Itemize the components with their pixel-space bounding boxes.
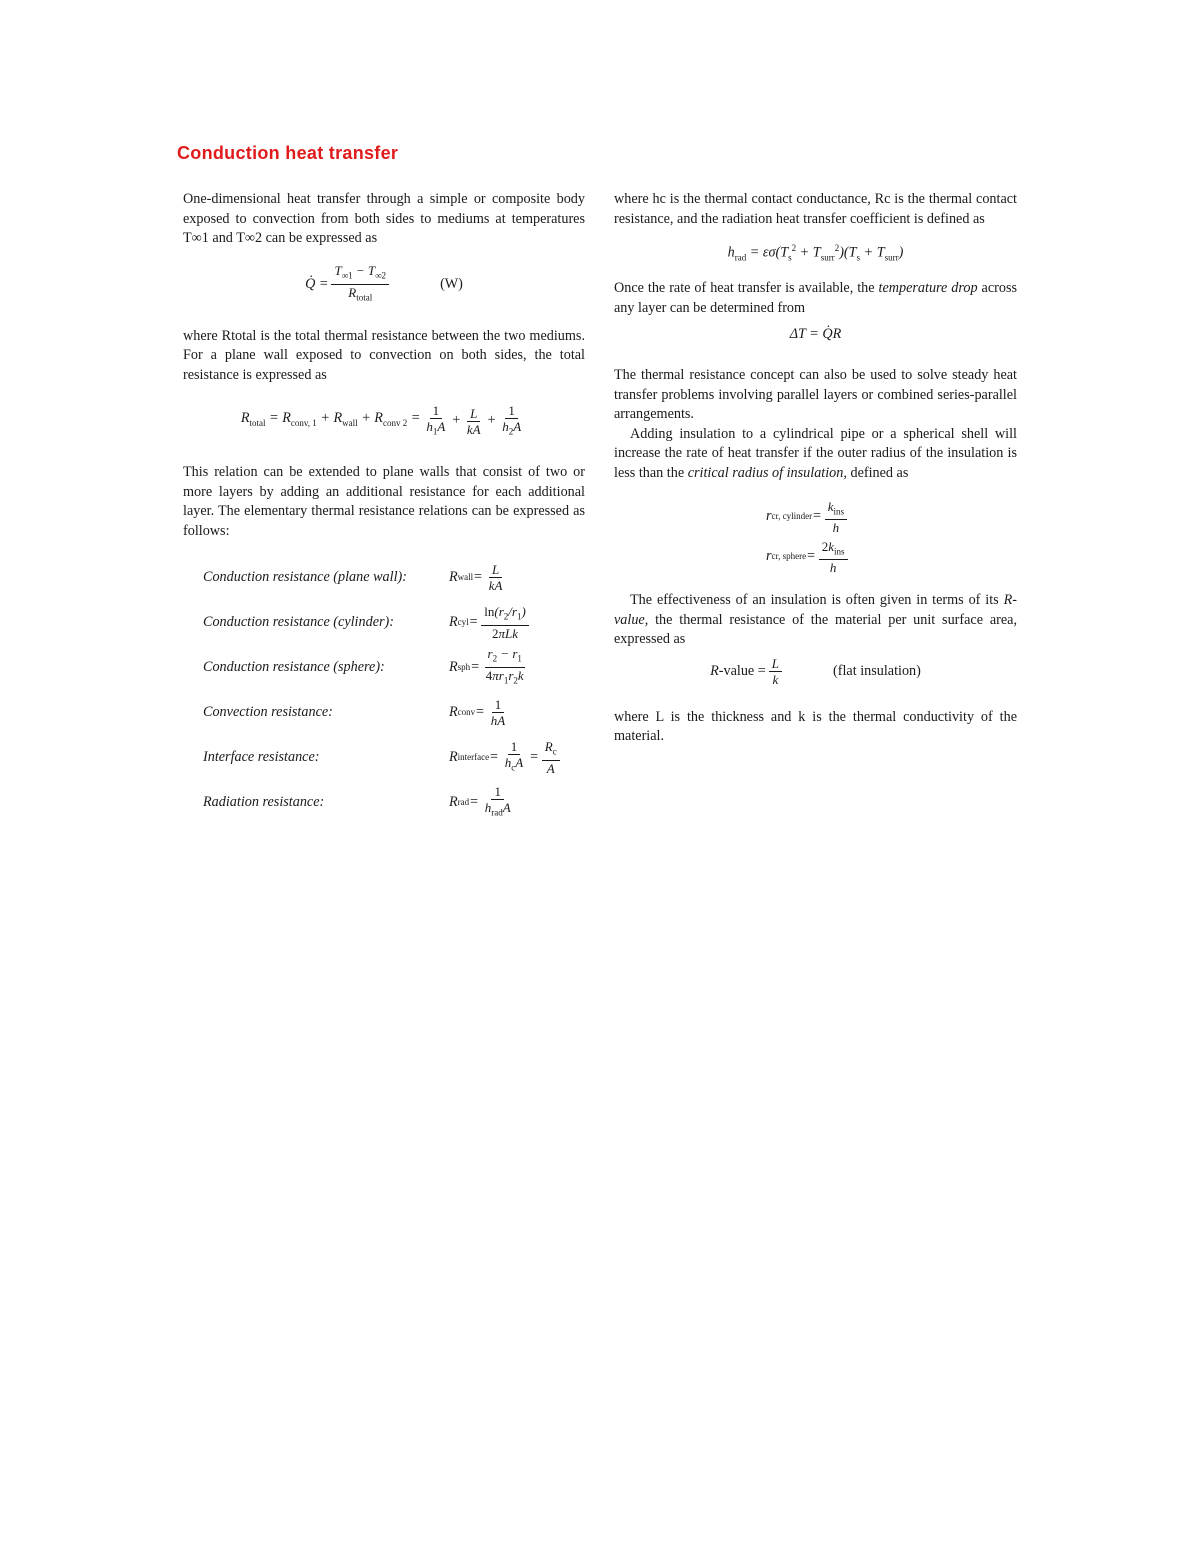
left-column (183, 190, 585, 825)
left-paragraph-layers: This relation can be extended to plane walls that consist of two or more layers by adding an additional resistance for each additional layer. The elementary thermal resistance relations can be expressed as follows: (183, 464, 585, 539)
equation-unit: (W) (440, 275, 463, 292)
relation-label: Conduction resistance (sphere): (203, 658, 385, 675)
right-column (614, 190, 1017, 747)
right-paragraph-contact: where hc is the thermal contact conductance, Rc is the thermal contact resistance, and the radiation heat transfer coefficient is defined as (614, 191, 1017, 227)
equation-heat-rate: Q̇ = $\frac{T_{\infty 1} - T_{\infty 2}}{R_{total}}$ (W) (305, 263, 463, 303)
equation-critical-radius: r cr, cylinder = $\frac{k_{ins}}{h}$ r cr, sphere = $\frac{2k_{ins}}{h}$ (614, 497, 1017, 577)
relation-formula: R interface = $\frac{1}{h_cA}$ = $\frac{R_c}{A}$ (449, 739, 563, 776)
relation-row (203, 645, 593, 690)
r-value-tag: (flat insulation) (833, 662, 921, 679)
relation-row (203, 780, 593, 825)
resistance-relations-table (203, 555, 593, 825)
relation-row (203, 600, 593, 645)
right-paragraph-closing: where L is the thickness and k is the thermal conductivity of the material. (614, 708, 1017, 744)
relation-label: Conduction resistance (cylinder): (203, 613, 394, 630)
relation-row (203, 555, 593, 600)
page-title: Conduction heat transfer (177, 143, 399, 163)
left-paragraph-total-resistance: where Rtotal is the total thermal resistance between the two mediums. For a plane wall exposed to convection on both sides, the total resistance is expressed as (183, 327, 585, 383)
relation-formula: R sph = $\frac{r_2 - r_1}{4\pi r_1r_2k}$ (449, 646, 524, 686)
equation-r-value: R -value = $\frac{L}{k}$ (flat insulation) (710, 656, 921, 687)
right-paragraph-parallel: The thermal resistance concept can also be used to solve steady heat transfer problems involving parallel layers or combined series-parallel arrangements. (614, 367, 1017, 422)
relation-row (203, 735, 593, 780)
relation-formula: R rad = $\frac{1}{h_{rad}A}$ (449, 784, 511, 818)
right-paragraph-r-value: The effectiveness of an insulation is often given in terms of its R-value, the thermal resistance of the material per unit surface area, expressed as (614, 592, 1017, 647)
relation-label: Conduction resistance (plane wall): (203, 568, 407, 585)
right-paragraph-critical-radius: Adding insulation to a cylindrical pipe or a spherical shell will increase the rate of heat transfer if the outer radius of the insulation is less than the critical radius of insulation, defined as (614, 425, 1017, 481)
relation-row (203, 690, 593, 735)
equation-temperature-drop: ΔT = Q̇R (789, 326, 842, 343)
equation-radiation-coefficient: $h_{rad} = \varepsilon\sigma(T_s^2 + T_{surr}^2)(T_s + T_{surr})$ (727, 243, 904, 264)
right-paragraph-temperature-drop: Once the rate of heat transfer is available, the temperature drop across any layer can be determined from (614, 280, 1017, 316)
equation-total-resistance: $R_{total} = R_{conv, 1} + R_{wall} + R_{conv 2}$ = $\frac{1}{h_1A}$ + $\frac{L}{kA}$ + $\frac{1}{h_2A}$ (240, 402, 522, 437)
relation-formula: R cyl = $\frac{\ln(r_2/r_1)}{\text{2πLk}}$ (449, 604, 532, 641)
left-paragraph-intro: One-dimensional heat transfer through a simple or composite body exposed to convection from both sides to mediums at temperatures T∞1 and T∞2 can be expressed as (183, 191, 585, 246)
relation-label: Radiation resistance: (203, 793, 325, 810)
relation-formula: R conv = $\frac{1}{hA}$ (449, 697, 506, 728)
relation-formula: R wall = $\frac{L}{kA}$ (449, 562, 503, 593)
relation-label: Interface resistance: (203, 748, 320, 765)
relation-label: Convection resistance: (203, 703, 333, 720)
